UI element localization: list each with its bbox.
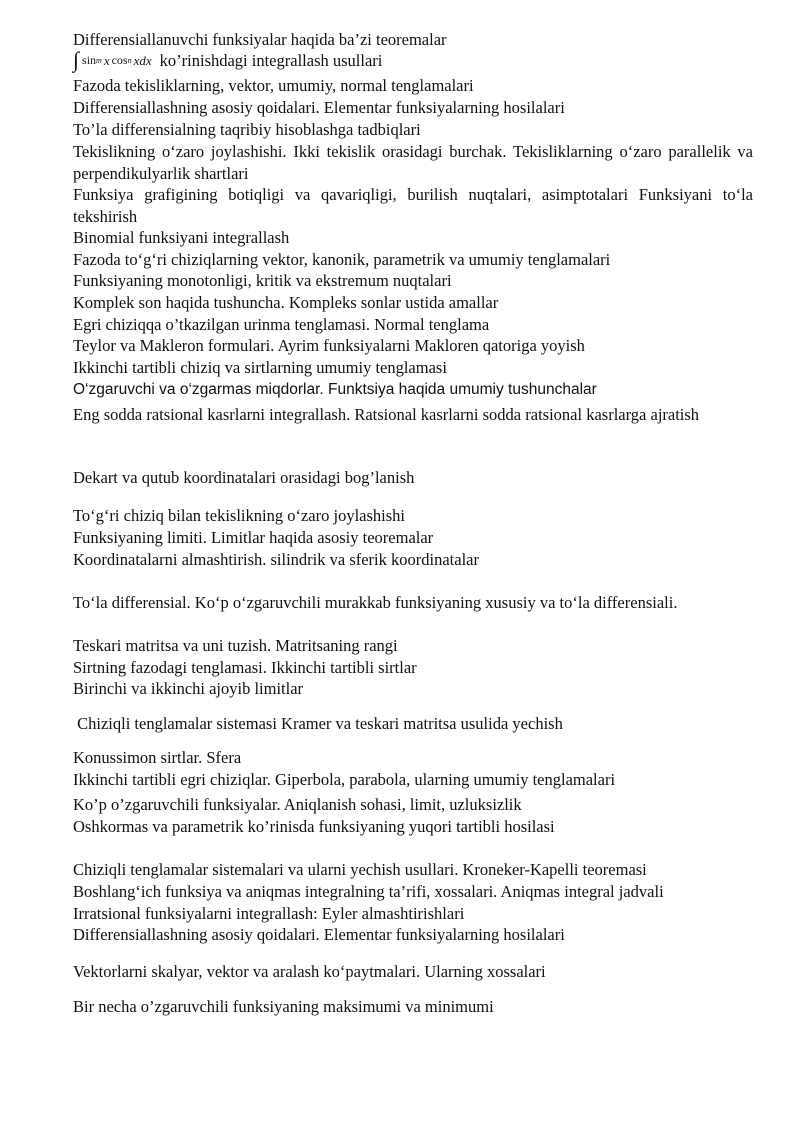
topic-line: Tekislikning o‘zaro joylashishi. Ikki tekislik orasidagi burchak. Tekisliklarning o‘zaro parallelik va perpendikulyarlik shartlari [73,142,753,183]
topic-line: Fazoda tekisliklarning, vektor, umumiy, normal tenglamalari [73,76,474,95]
topic-line: Boshlang‘ich funksiya va aniqmas integralning ta’rifi, xossalari. Aniqmas integral jadvali [73,882,664,901]
topic-line: Differensiallashning asosiy qoidalari. Elementar funksiyalarning hosilalari [73,98,565,117]
topic-line: Birinchi va ikkinchi ajoyib limitlar [73,679,304,698]
topic-line: Irratsional funksiyalarni integrallash: Eyler almashtirishlari [73,904,465,923]
integral-sign: ∫ [73,47,80,72]
cos-exponent: n [127,56,132,66]
topic-line: Differensiallashning asosiy qoidalari. Elementar funksiyalarning hosilalari [73,925,565,944]
topic-line: Teskari matritsa va uni tuzish. Matritsaning rangi [73,636,398,655]
topic-line: Dekart va qutub koordinatalari orasidagi bog’lanish [73,468,415,487]
topic-line: Komplek son haqida tushuncha. Kompleks sonlar ustida amallar [73,293,499,312]
topic-line: Chiziqli tenglamalar sistemasi Kramer va teskari matritsa usulida yechish [73,714,563,733]
topic-line: Teylor va Makleron formulari. Ayrim funksiyalarni Makloren qatoriga yoyish [73,336,585,355]
topic-line: Eng sodda ratsional kasrlarni integrallash. Ratsional kasrlarni sodda ratsional kasrlarga ajratish [73,405,700,424]
topic-line: Binomial funksiyani integrallash [73,228,290,247]
topic-line: To’la differensialning taqribiy hisoblashga tadbiqlari [73,120,421,139]
integral-formula [73,47,154,72]
topic-line: To‘g‘ri chiziq bilan tekislikning o‘zaro joylashishi [73,506,405,525]
cos-function: cos [111,53,128,68]
x-variable: x [103,53,110,69]
topic-line: Fazoda to‘g‘ri chiziqlarning vektor, kanonik, parametrik va umumiy tenglamalari [73,250,611,269]
topic-line: Funksiyaning monotonligi, kritik va ekstremum nuqtalari [73,271,452,290]
topic-line: Ko’p o’zgaruvchili funksiyalar. Aniqlanish sohasi, limit, uzluksizlik [73,795,522,814]
topic-line: O‘zgaruvchi va o‘zgarmas miqdorlar. Funktsiya haqida umumiy tushunchalar [73,381,597,398]
topic-line: Vektorlarni skalyar, vektor va aralash ko‘paytmalari. Ularning xossalari [73,962,546,981]
topic-line: Oshkormas va parametrik ko’rinisda funksiyaning yuqori tartibli hosilasi [73,817,555,836]
sin-exponent: m [96,56,102,66]
xdx-term: xdx [133,53,152,69]
topic-line: Chiziqli tenglamalar sistemalari va ularni yechish usullari. Kroneker-Kapelli teoremasi [73,860,647,879]
topic-line: Egri chiziqqa o’tkazilgan urinma tenglamasi. Normal tenglama [73,315,490,334]
topic-line: Funksiya grafigining botiqligi va qavariqligi, burilish nuqtalari, asimptotalari Funksiyani to‘la tekshirish [73,185,753,226]
topic-line: To‘la differensial. Ko‘p o‘zgaruvchili murakkab funksiyaning xususiy va to‘la differensiali. [73,593,678,612]
topic-line: Ikkinchi tartibli egri chiziqlar. Giperbola, parabola, ularning umumiy tenglamalari [73,770,616,789]
topic-line: Funksiyaning limiti. Limitlar haqida asosiy teoremalar [73,528,434,547]
formula-topic-line [73,49,382,73]
topic-line: Ikkinchi tartibli chiziq va sirtlarning umumiy tenglamasi [73,358,447,377]
sin-function: sin [82,53,97,68]
topic-line: Sirtning fazodagi tenglamasi. Ikkinchi tartibli sirtlar [73,658,417,677]
formula-topic-text: ko’rinishdagi integrallash usullari [159,51,383,71]
topic-line: Differensiallanuvchi funksiyalar haqida ba’zi teoremalar [73,30,447,49]
topic-line: Konussimon sirtlar. Sfera [73,748,242,767]
topic-line: Bir necha o’zgaruvchili funksiyaning maksimumi va minimumi [73,997,494,1016]
topic-line: Koordinatalarni almashtirish. silindrik va sferik koordinatalar [73,550,479,569]
